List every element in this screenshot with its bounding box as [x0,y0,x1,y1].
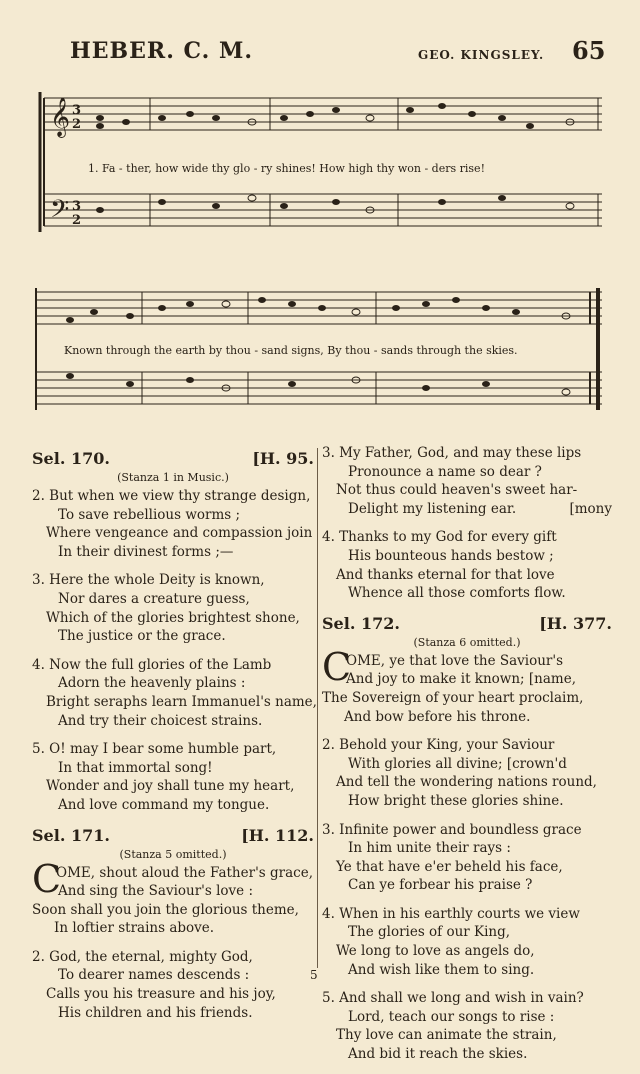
verse-line: And try their choicest strains. [58,712,263,729]
verse-line: Not thus could heaven's sweet har- [336,482,578,499]
verse-line-text: OME, ye that love the Saviour's [346,652,564,669]
stanza [32,948,314,1022]
stanza [32,856,314,938]
verse-line: 3. Here the whole Deity is known, [32,572,265,589]
verse-line: 2. Behold your King, your Saviour [322,737,555,754]
verse-line: And tell the wondering nations round, [336,774,597,791]
verse-line: 4. Now the full glories of the Lamb [32,656,272,673]
verse-line: Which of the glories brightest shone, [46,609,300,626]
verse-line: In him unite their rays : [348,840,511,857]
stanza [322,989,612,1063]
stanza [322,444,612,518]
verse-line-text: OME, shout aloud the Father's grace, [56,864,313,881]
verse-line: 3. Infinite power and boundless grace [322,821,582,838]
verse-line: Pronounce a name so dear ? [348,463,542,480]
selection-172-header [322,613,612,635]
stanza [322,736,612,810]
verse-line: How bright these glories shine. [348,792,564,809]
verse-line: To dearer names descends : [58,967,250,984]
verse-line: Bright seraphs learn Immanuel's name, [46,693,317,710]
verse-line: Calls you his treasure and his joy, [46,986,276,1003]
music-lyric-line-1: 1. Fa - ther, how wide thy glo - ry shines! How high thy won - ders rise! [88,162,485,175]
verse-line: 3. My Father, God, and may these lips [322,445,582,461]
selection-170-header [32,448,314,470]
tune-title: HEBER. C. M. [70,38,253,64]
verse-line: Thy love can animate the strain, [336,1027,557,1044]
verse-line: 2. God, the eternal, mighty God, [32,948,253,965]
stanza [322,821,612,895]
svg-text:2: 2 [72,213,82,228]
verse-line: Wonder and joy shall tune my heart, [46,778,295,795]
turnover-word: [mony [569,500,612,517]
selection-170-note: (Stanza 1 in Music.) [117,471,229,484]
verse-line: 5. O! may I bear some humble part, [32,741,277,758]
stanza [32,571,314,645]
verse-line: 4. Thanks to my God for every gift [322,529,557,546]
right-column [322,444,612,1074]
verse-line: And thanks eternal for that love [336,566,555,583]
verse-line: And love command my tongue. [58,796,270,813]
stanza [32,487,314,561]
verse-line: The justice or the grace. [58,628,226,645]
selection-172-label: Sel. 172. [322,613,400,633]
selection-171-label: Sel. 171. [32,825,110,845]
verse-line: In their divinest forms ;— [58,543,234,560]
verse-line: In loftier strains above. [54,920,215,937]
page-number: 65 [572,36,606,65]
selection-171-note: (Stanza 5 omitted.) [119,847,227,861]
verse-line: 2. But when we view thy strange design, [32,488,311,504]
verse-line: Where vengeance and compassion join [46,525,313,542]
verse-line: 4. When in his earthly courts we view [322,905,580,922]
selection-172-hymn-ref: [H. 377. [539,613,612,633]
selection-170-hymn-ref: [H. 95. [252,449,314,468]
stanza [322,905,612,979]
verse-line: The Sovereign of your heart proclaim, [322,689,584,706]
drop-cap: C [32,856,62,901]
svg-text:𝄢: 𝄢 [50,195,70,230]
stanza [322,644,612,726]
verse-line: Adorn the heavenly plains : [58,675,246,692]
verse-line: His bounteous hands bestow ; [348,547,554,564]
verse-line: Nor dares a creature guess, [58,590,250,607]
verse-line: Whence all those comforts flow. [348,585,566,602]
drop-cap: C [322,644,352,689]
verse-line: We long to love as angels do, [336,943,535,960]
verse-line: And bow before his throne. [344,708,531,725]
selection-172-note: (Stanza 6 omitted.) [413,635,521,649]
selection-171-hymn-ref: [H. 112. [241,825,314,845]
svg-text:𝄞: 𝄞 [50,97,71,137]
verse-line: With glories all divine; [crown'd [348,755,567,772]
signature-mark: 5 [310,968,318,982]
verse-line: Lord, teach our songs to rise : [348,1008,555,1025]
svg-text:2: 2 [72,117,82,132]
music-lyric-line-2: Known through the earth by thou - sand signs, By thou - sands through the skies. [64,344,518,357]
svg-text:3: 3 [72,103,82,118]
verse-line: And wish like them to sing. [348,961,535,978]
composer-name: GEO. KINGSLEY. [418,48,545,62]
selection-171-header [32,825,314,847]
verse-line: And joy to make it known; [name, [346,671,576,688]
verse-line [322,500,612,519]
verse-line: Soon shall you join the glorious theme, [32,901,299,918]
music-system-1 [30,88,610,248]
verse-line: His children and his friends. [58,1004,253,1021]
selection-170-label: Sel. 170. [32,449,110,468]
verse-line: To save rebellious worms ; [58,506,241,523]
column-divider [317,448,318,968]
stanza [32,656,317,730]
left-column [32,444,317,1032]
stanza [32,740,314,814]
stanza [322,528,612,602]
verse-line: The glories of our King, [348,924,511,941]
verse-line-text: Delight my listening ear. [348,500,517,517]
verse-line: 5. And shall we long and wish in vain? [322,990,584,1007]
verse-line: Ye that have e'er beheld his face, [336,858,563,875]
verse-line: And sing the Saviour's love : [58,883,253,900]
verse-line: In that immortal song! [58,759,213,776]
music-system-2 [30,280,610,420]
verse-line: Can ye forbear his praise ? [348,877,533,894]
verse-line: And bid it reach the skies. [348,1046,528,1063]
svg-text:3: 3 [72,199,82,214]
